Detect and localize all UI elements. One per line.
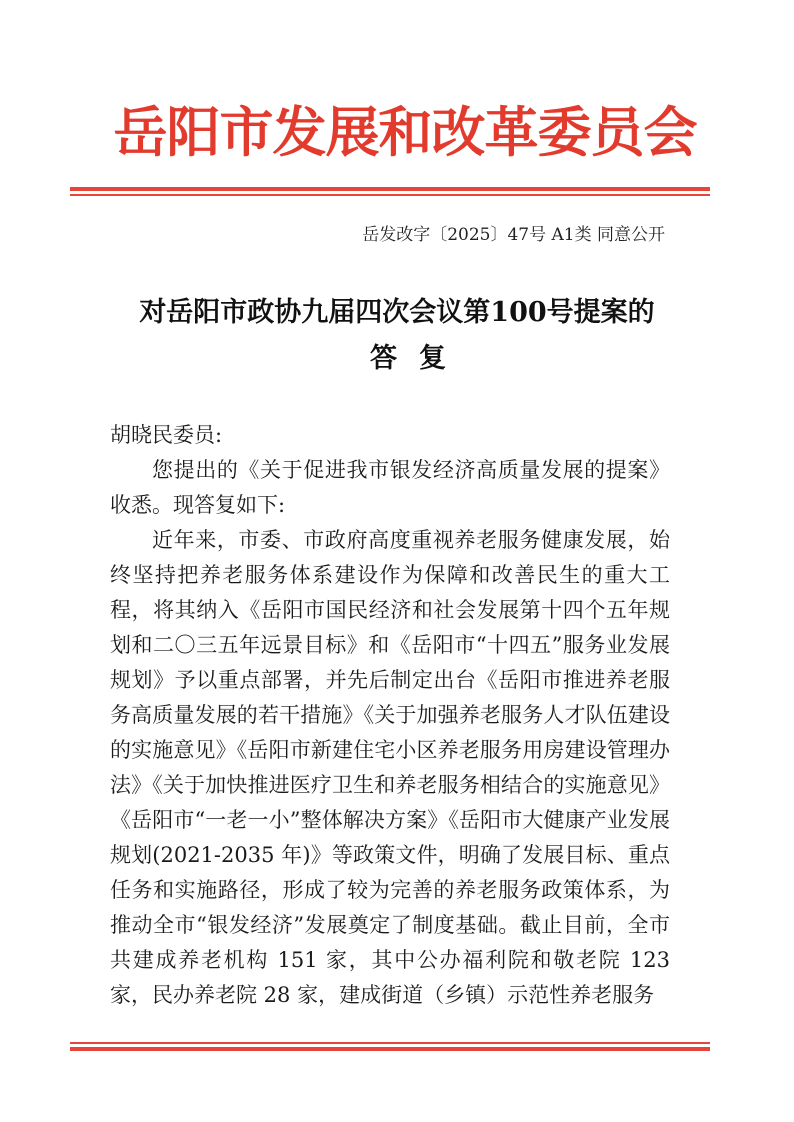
footer-rule-thick — [70, 1047, 710, 1051]
paragraph-acknowledgement: 您提出的《关于促进我市银发经济高质量发展的提案》收悉。现答复如下: — [110, 458, 670, 517]
document-number: 岳发改字〔2025〕47号 A1类 同意公开 — [362, 225, 665, 245]
letterhead-rule-thick — [70, 187, 710, 191]
document-body — [110, 418, 670, 1013]
footer-rule-thin — [70, 1042, 710, 1044]
document-title-line-2: 答复 — [370, 343, 468, 374]
paragraph-main-content: 近年来，市委、市政府高度重视养老服务健康发展，始终坚持把养老服务体系建设作为保障和改善民生的重大工程，将其纳入《岳阳市国民经济和社会发展第十四个五年规划和二〇三五年远景目标》和《岳阳市“十四五”服务业发展规划》予以重点部署，并先后制定出台《岳阳市推进养老服务高质量发展的若干措施》《关于加强养老服务人才队伍建设的实施意见》《岳阳市新建住宅小区养老服务用房建设管理办法》《关于加快推进医疗卫生和养老服务相结合的实施意见》《岳阳市“一老一小”整体解决方案》《岳阳市大健康产业发展规划(2021-2035 年)》等政策文件，明确了发展目标、重点任务和实施路径，形成了较为完善的养老服务政策体系，为推动全市“银发经济”发展奠定了制度基础。截止目前，全市共建成养老机构 151 家，其中公办福利院和敬老院 123 家，民办养老院 28 家，建成街道（乡镇）示范性养老服务 — [110, 528, 670, 1007]
letterhead-org-name: 岳阳市发展和改革委员会 — [113, 100, 697, 164]
salutation: 胡晓民委员: — [110, 423, 223, 447]
document-title-line-1: 对岳阳市政协九届四次会议第100号提案的 — [139, 297, 655, 328]
letterhead-rule-thin — [70, 194, 710, 196]
